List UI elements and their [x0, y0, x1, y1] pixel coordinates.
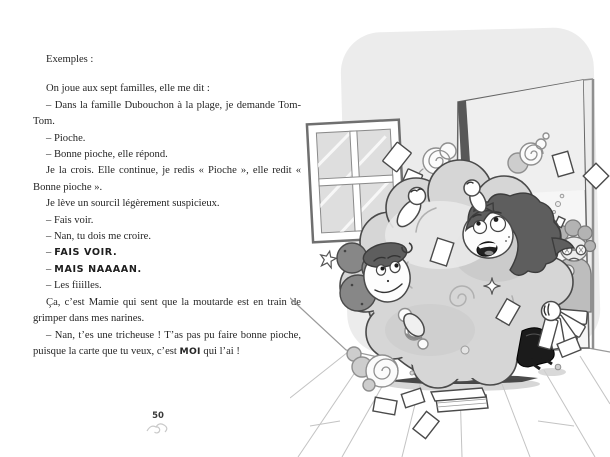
dialogue-line: – Bonne pioche, elle répond. [46, 149, 168, 161]
dialogue-line [33, 328, 301, 361]
sparkle-icon [319, 250, 338, 269]
dialogue-dash: – [46, 263, 52, 275]
dialogue-line: – Fais voir. [46, 214, 94, 226]
dialogue-text: – Nan, t’es une tricheuse ! T’as pas pu faire bonne pioche, puisque la carte que tu veux, c’est [33, 329, 301, 357]
dialogue-line: – Pioche. [46, 132, 86, 144]
emphasized-word: MOI [179, 345, 201, 357]
section-heading: Exemples : [46, 54, 94, 65]
dialogue-text: qui l’ai ! [200, 345, 240, 357]
dialogue-line: – Les fiiilles. [46, 280, 102, 292]
dialogue-line-shouted [33, 245, 301, 261]
story-paragraph: Je lève un sourcil légèrement suspicieux. [46, 198, 220, 210]
page-number: 50 [152, 411, 164, 421]
dialogue-line: – Nan, tu dois me croire. [46, 231, 152, 243]
shout-text: FAIS VOIR. [54, 247, 118, 259]
story-text-column [33, 52, 301, 360]
illustration [290, 0, 610, 457]
page-footer [33, 411, 283, 435]
story-paragraph: Je la crois. Elle continue, je redis « Pioche », elle redit « Bonne pioche ». [33, 165, 301, 193]
dialogue-dash: – [46, 247, 52, 259]
story-paragraph: On joue aux sept familles, elle me dit : [46, 83, 210, 95]
dialogue-line: – Dans la famille Dubouchon à la plage, je demande Tom-Tom. [33, 99, 301, 128]
shout-text: MAIS NAAAAN. [54, 263, 142, 275]
dialogue-line-shouted [33, 262, 301, 278]
story-paragraph: Ça, c’est Mamie qui sent que la moutarde est en train de grimper dans mes narines. [33, 296, 301, 325]
swirl-ornament-icon [145, 422, 171, 435]
